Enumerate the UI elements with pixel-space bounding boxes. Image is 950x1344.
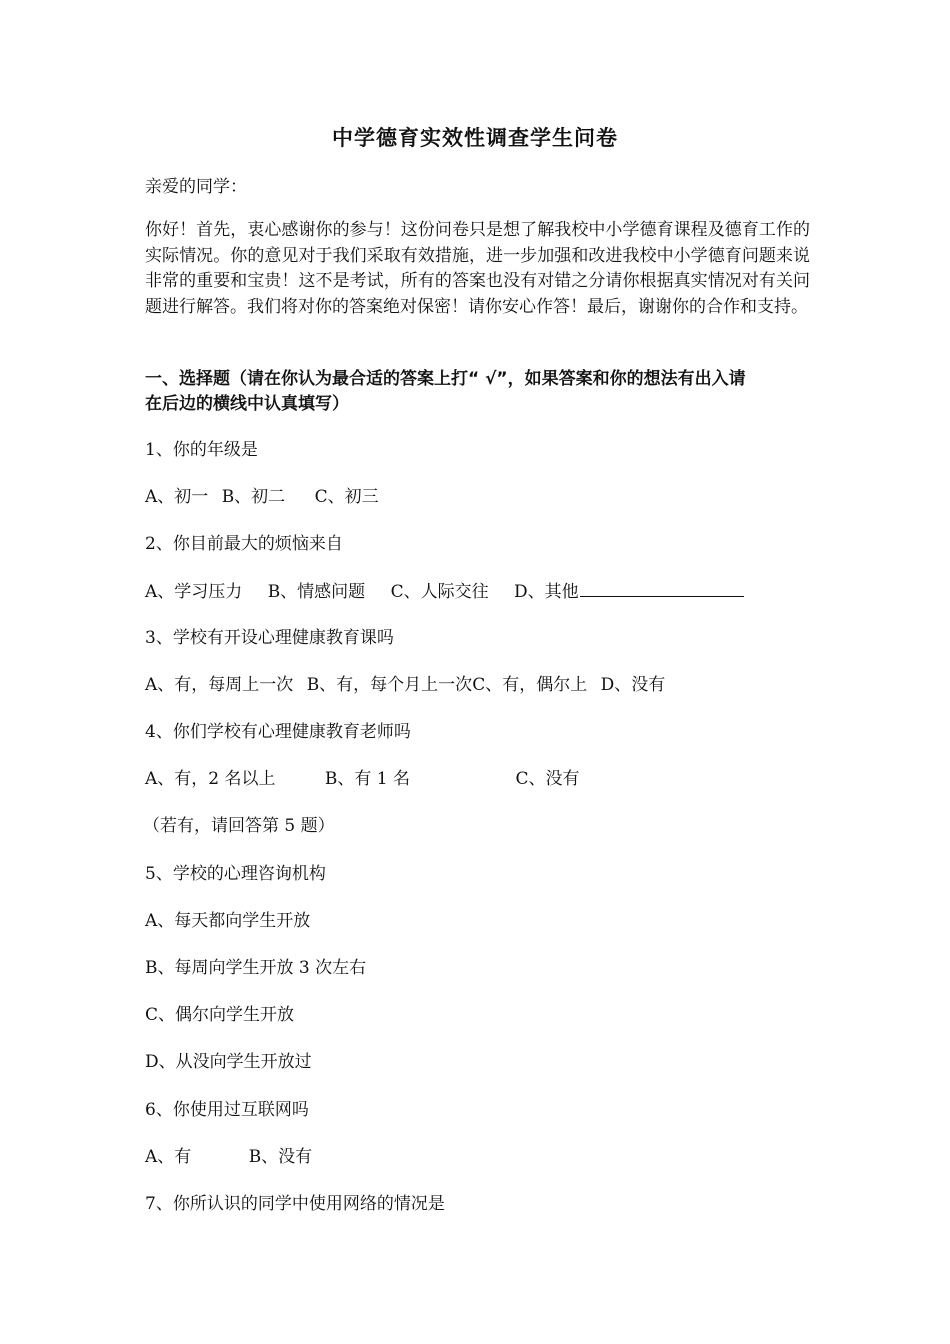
question-7: 7、你所认识的同学中使用网络的情况是 xyxy=(145,1194,445,1214)
q2-option-d[interactable]: D、其他 xyxy=(514,582,579,602)
question-2: 2、你目前最大的烦恼来自 xyxy=(145,534,343,554)
question-6: 6、你使用过互联网吗 xyxy=(145,1100,309,1120)
question-3: 3、学校有开设心理健康教育课吗 xyxy=(145,628,394,648)
question-6-options xyxy=(145,1146,312,1168)
intro-paragraph: 你好！首先，衷心感谢你的参与！这份问卷只是想了解我校中小学德育课程及德育工作的实际情况。你的意见对于我们采取有效措施，进一步加强和改进我校中小学德育问题来说非常的重要和宝贵！这不是考试，所有的答案也没有对错之分请你根据真实情况对有关问题进行解答。我们将对你的答案绝对保密！请你安心作答！最后，谢谢你的合作和支持。 xyxy=(145,220,810,317)
q2-other-blank[interactable] xyxy=(580,580,744,597)
q3-option-a[interactable]: A、有，每周上一次 xyxy=(145,675,294,695)
q3-option-c[interactable]: C、有，偶尔上 xyxy=(472,675,588,695)
section-heading xyxy=(145,367,815,417)
question-1-options xyxy=(145,486,379,508)
q1-option-c[interactable]: C、初三 xyxy=(314,487,379,507)
q5-option-b[interactable]: B、每周向学生开放 3 次左右 xyxy=(145,958,367,978)
q2-option-c[interactable]: C、人际交往 xyxy=(390,582,489,602)
q3-option-d[interactable]: D、没有 xyxy=(600,675,666,695)
q5-option-d[interactable]: D、从没向学生开放过 xyxy=(145,1052,312,1072)
q4-option-c[interactable]: C、没有 xyxy=(515,769,580,789)
question-4: 4、你们学校有心理健康教育老师吗 xyxy=(145,722,411,742)
q5-option-a[interactable]: A、每天都向学生开放 xyxy=(145,911,311,931)
greeting: 亲爱的同学： xyxy=(145,177,247,197)
question-1: 1、你的年级是 xyxy=(145,440,258,460)
q6-option-a[interactable]: A、有 xyxy=(145,1147,192,1167)
q5-option-c[interactable]: C、偶尔向学生开放 xyxy=(145,1005,295,1025)
question-5: 5、学校的心理咨询机构 xyxy=(145,864,326,884)
section-heading-line-1: 一、选择题（请在你认为最合适的答案上打“ √”，如果答案和你的想法有出入请 xyxy=(145,369,746,389)
q3-option-b[interactable]: B、有，每个月上一次 xyxy=(306,675,473,695)
section-heading-line-2: 在后边的横线中认真填写） xyxy=(145,394,349,414)
q1-option-a[interactable]: A、初一 xyxy=(145,487,209,507)
question-4-options xyxy=(145,768,579,790)
page-title: 中学德育实效性调查学生问卷 xyxy=(332,126,618,150)
q1-option-b[interactable]: B、初二 xyxy=(221,487,286,507)
q4-option-a[interactable]: A、有，2 名以上 xyxy=(145,769,276,789)
question-2-options xyxy=(145,580,744,603)
q2-option-b[interactable]: B、情感问题 xyxy=(267,582,366,602)
question-3-options xyxy=(145,674,665,696)
q4-option-b[interactable]: B、有 1 名 xyxy=(324,769,411,789)
q2-option-a[interactable]: A、学习压力 xyxy=(145,582,243,602)
q6-option-b[interactable]: B、没有 xyxy=(248,1147,313,1167)
question-4-note: （若有，请回答第 5 题） xyxy=(143,816,335,836)
